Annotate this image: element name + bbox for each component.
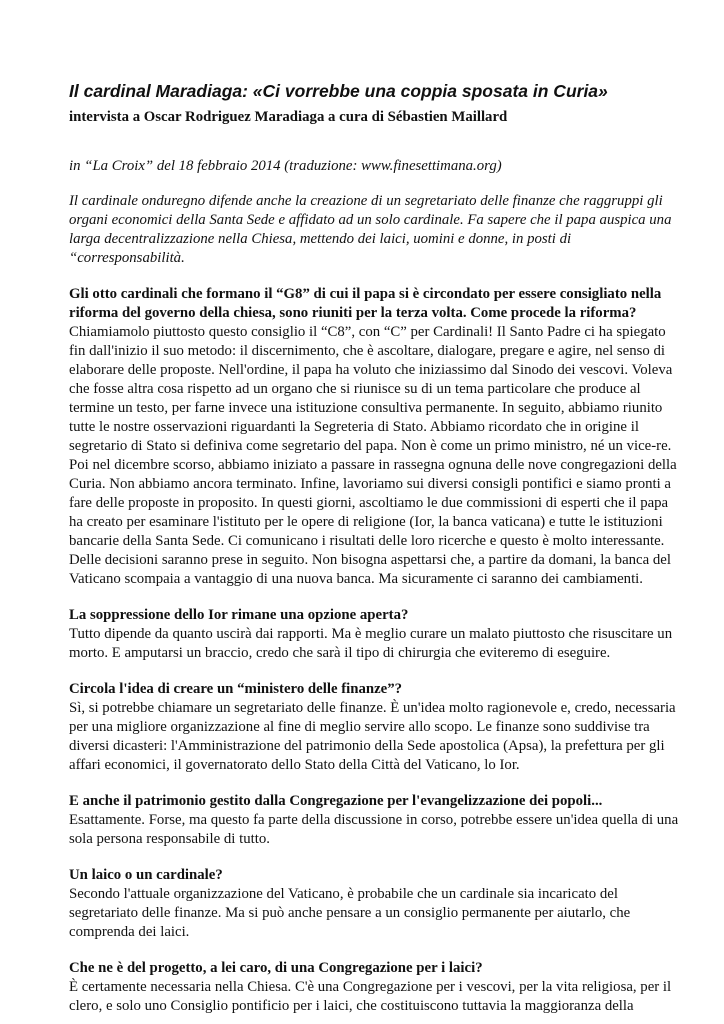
qa-block-3	[69, 680, 684, 775]
answer: Tutto dipende da quanto uscirà dai rapporti. Ma è meglio curare un malato piuttosto che risuscitare un morto. E amputarsi un braccio, credo che sarà il tipo di chirurgia che eviteremo di eseguire.	[69, 626, 673, 661]
answer: Sì, si potrebbe chiamare un segretariato delle finanze. È un'idea molto ragionevole e, credo, necessaria per una migliore organizzazione al fine di meglio servire allo scopo. Le finanze sono suddivise tra diversi dicasteri: l'Amministrazione del patrimonio della Sede apostolica (Apsa), la prefettura per gli affari economici, il governatorato dello Stato della Città del Vaticano, lo Ior.	[69, 700, 676, 773]
article-title: Il cardinal Maradiaga: «Ci vorrebbe una coppia sposata in Curia»	[69, 81, 608, 101]
question: Circola l'idea di creare un “ministero delle finanze”?	[69, 681, 403, 697]
question: Gli otto cardinali che formano il “G8” di cui il papa si è circondato per essere consigliato nella riforma del governo della chiesa, sono riuniti per la terza volta. Come procede la riforma?	[69, 286, 662, 321]
article-source: in “La Croix” del 18 febbraio 2014 (traduzione: www.finesettimana.org)	[69, 158, 502, 174]
qa-block-2	[69, 606, 684, 663]
question: La soppressione dello Ior rimane una opzione aperta?	[69, 607, 409, 623]
question: E anche il patrimonio gestito dalla Congregazione per l'evangelizzazione dei popoli...	[69, 793, 603, 809]
answer: Secondo l'attuale organizzazione del Vaticano, è probabile che un cardinale sia incaricato del segretariato delle finanze. Ma si può anche pensare a un consiglio permanente per aiutarlo, che comprenda dei laici.	[69, 886, 631, 940]
qa-block-4	[69, 792, 684, 849]
qa-block-6	[69, 959, 684, 1016]
answer: Chiamiamolo piuttosto questo consiglio il “C8”, con “C” per Cardinali! Il Santo Padre ci ha spiegato fin dall'inizio il suo metodo: il discernimento, che è ascoltare, dialogare, pregare e agire, nel senso di elaborare delle proposte. Nell'ordine, il papa ha voluto che iniziassimo dal Sinodo dei vescovi. Voleva che fosse altra cosa rispetto ad un organo che si riunisce su di un tema particolare che produce al termine un testo, per farne invece una istituzione consultiva permanente. In seguito, abbiamo riunito tutte le nostre osservazioni riguardanti la Segreteria di Stato. Abbiamo ricordato che in origine il segretario di Stato si definiva come segretario del papa. Non è come un primo ministro, né un vice-re. Poi nel dicembre scorso, abbiamo iniziato a passare in rassegna ognuna delle nove congregazioni della Curia. Non abbiamo ancora terminato. Infine, lavoriamo sui diversi consigli pontifici e siamo pronti a fare delle proposte in proposito. In questi giorni, ascoltiamo le due commissioni di esperti che il papa ha creato per esaminare l'istituto per le opere di religione (Ior, la banca vaticana) e tutte le istituzioni bancarie della Santa Sede. Ci comunicano i risultati delle loro ricerche e questo è molto interessante. Delle decisioni saranno prese in seguito. Non bisogna aspettarsi che, a partire da domani, la banca del Vaticano scompaia a vantaggio di una nuova banca. Ma sicuramente ci saranno dei cambiamenti.	[69, 324, 677, 587]
article-subtitle: intervista a Oscar Rodriguez Maradiaga a cura di Sébastien Maillard	[69, 109, 508, 125]
answer: Esattamente. Forse, ma questo fa parte della discussione in corso, potrebbe essere un'idea quella di una sola persona responsabile di tutto.	[69, 812, 679, 847]
question: Un laico o un cardinale?	[69, 867, 223, 883]
qa-block-5	[69, 866, 684, 942]
qa-block-1	[69, 285, 684, 589]
question: Che ne è del progetto, a lei caro, di una Congregazione per i laici?	[69, 960, 483, 976]
article-abstract: Il cardinale onduregno difende anche la creazione di un segretariato delle finanze che raggruppi gli organi economici della Santa Sede e affidato ad un solo cardinale. Fa sapere che il papa auspica una larga decentralizzazione nella Chiesa, mettendo dei laici, uomini e donne, in posti di “corresponsabilità.	[69, 193, 672, 266]
answer: È certamente necessaria nella Chiesa. C'è una Congregazione per i vescovi, per la vita religiosa, per il clero, e solo uno Consiglio pontificio per i laici, che costituiscono tuttavia la maggioranza della	[69, 979, 672, 1014]
